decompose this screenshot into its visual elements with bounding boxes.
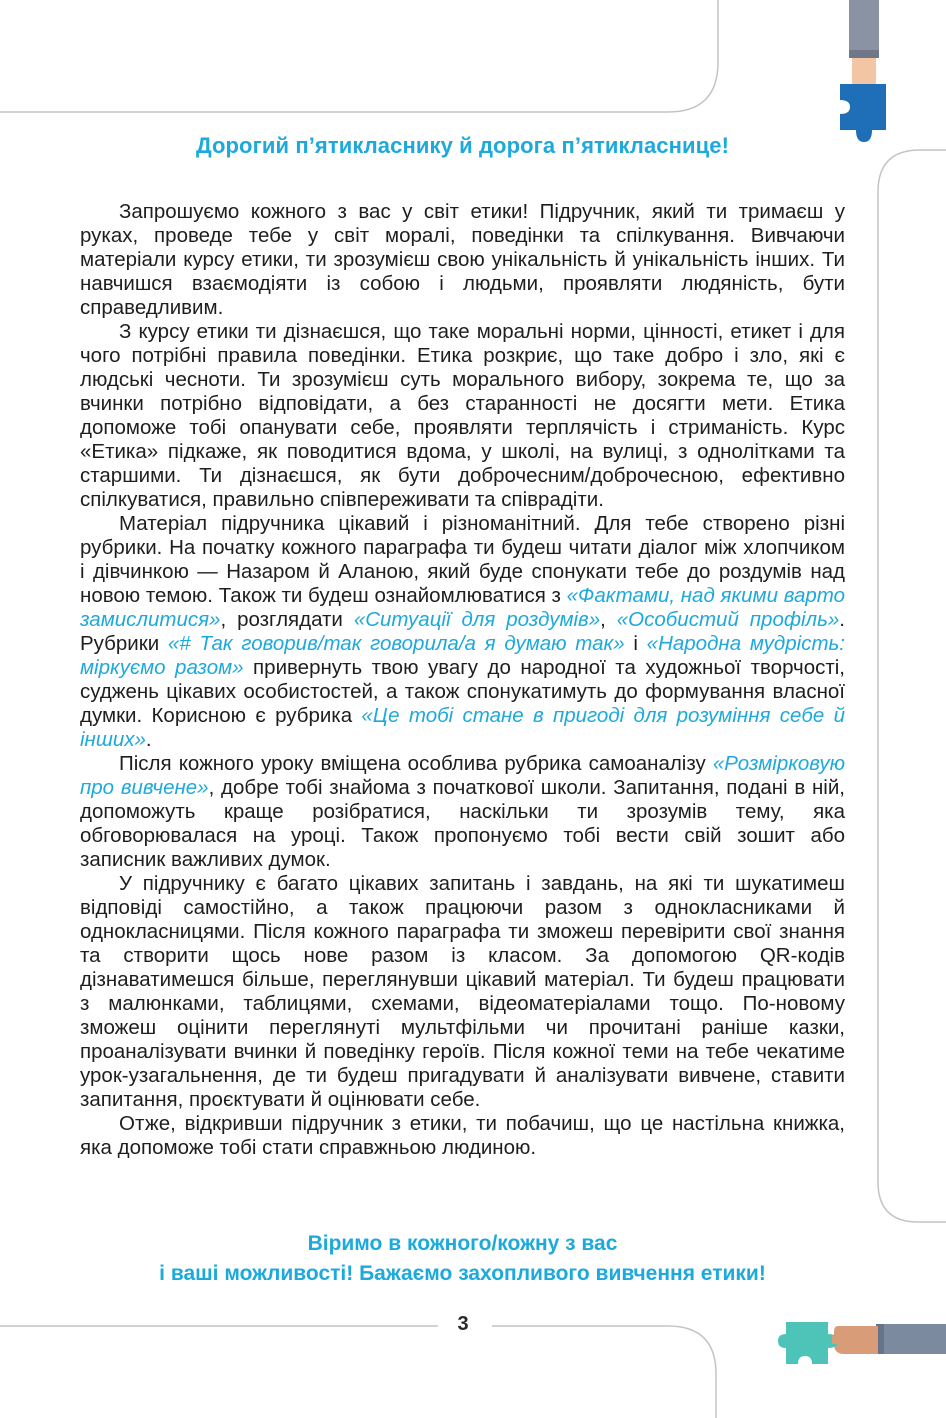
rubric-name: «# Так говорив/так говорила/а я думаю так» <box>167 632 625 655</box>
paragraph-text: Після кожного уроку вміщена особлива рубрика самоаналізу <box>119 752 713 775</box>
rubric-name: «Розмірковую про вивчене» <box>80 752 845 799</box>
page-number: 3 <box>457 1313 469 1335</box>
paragraph-text: , добре тобі знайома з початкової школи. Запитання, подані в ній, допоможуть краще розібратися, наскільки ти зрозумів тему, яка обговорювалася на уроці. Також пропонуємо тобі вести свій зошит або записник важливих думок. <box>80 776 845 871</box>
rubric-name: «Ситуації для роздумів» <box>353 608 601 631</box>
paragraph-text: У підручнику є багато цікавих запитань і завдань, на які ти шукатимеш відповіді самостійно, а також працюючи разом з однокласниками й однокласницями. Після кожного параграфа ти зможеш перевірити свої знання та створити щось нове разом із класом. За допомогою QR-кодів дізнаватимешся більше, переглянувши цікавий матеріал. Ти будеш працювати з малюнками, таблицями, схемами, відеоматеріалами тощо. По-новому зможеш оцінити переглянуті мультфільми чи прочитані раніше казки, проаналізувати вчинки й поведінку героїв. Після кожної теми на тебе чекатиме урок-узагальнення, де ти будеш пригадувати й аналізувати вивчене, ставити запитання, проєктувати й оцінювати себе. <box>80 872 845 1111</box>
paragraph-text: . <box>145 728 152 751</box>
hand-holding-puzzle-icon <box>776 1312 946 1372</box>
body-paragraph <box>80 872 845 1112</box>
body-paragraph <box>80 320 845 512</box>
body-paragraph <box>80 752 845 872</box>
rubric-name: «Фактами, над якими варто замислитися» <box>80 584 845 631</box>
page-heading: Дорогий п’ятикласнику й дорога п’ятикласнице! <box>195 133 730 158</box>
intro-text <box>80 200 845 1160</box>
closing-line-1: Віримо в кожного/кожну з вас <box>307 1232 618 1255</box>
hand-holding-puzzle-icon <box>836 0 892 150</box>
closing-message <box>80 1229 845 1289</box>
rubric-name: «Особистий профіль» <box>616 608 840 631</box>
rubric-name: «Це тобі стане в пригоді для розуміння себе й інших» <box>80 704 845 751</box>
paragraph-text: Матеріал підручника цікавий і різноманітний. Для тебе створено різні рубрики. На початку кожного параграфа ти будеш читати діалог між хлопчиком і дівчинкою — Назаром й Аланою, який буде спонукати тебе до роздумів над новою темою. Також ти будеш ознайомлюватися з <box>80 512 845 607</box>
paragraph-text: З курсу етики ти дізнаєшся, що таке моральні норми, цінності, етикет і для чого потрібні правила поведінки. Етика розкриє, що таке добро і зло, які є людські чесноти. Ти зрозумієш суть морального вибору, зокрема те, що за вчинки потрібно відповідати, а без старанності не досягти мети. Етика допоможе тобі опанувати себе, проявляти терплячість і стриманість. Курс «Етика» підкаже, як поводитися вдома, у школі, на вулиці, з однолітками та старшими. Ти дізнаєшся, як бути доброчесним/доброчесною, ефективно спілкуватися, правильно співпереживати та співрадіти. <box>80 320 845 511</box>
body-paragraph <box>80 512 845 752</box>
rubric-name: «Народна мудрість: міркуємо разом» <box>80 632 845 679</box>
paragraph-text: привернуть твою увагу до народної та художньої творчості, суджень цікавих особистостей, а також спонукатимуть до формування власної думки. Корисною є рубрика <box>80 656 845 727</box>
body-paragraph <box>80 200 845 320</box>
closing-line-2: і ваші можливості! Бажаємо захопливого вивчення етики! <box>159 1262 766 1285</box>
paragraph-text: , розглядати <box>220 608 354 631</box>
paragraph-text: і <box>624 632 647 655</box>
body-paragraph <box>80 1112 845 1160</box>
paragraph-text: . Рубрики <box>80 608 845 655</box>
paragraph-text: , <box>600 608 617 631</box>
paragraph-text: Запрошуємо кожного з вас у світ етики! Підручник, який ти тримаєш у руках, проведе тебе у світ моралі, поведінки та спілкування. Вивчаючи матеріали курсу етики, ти зрозумієш свою унікальність й унікальність інших. Ти навчишся взаємодіяти із собою і людьми, проявляти людяність, бути справедливим. <box>80 200 845 319</box>
paragraph-text: Отже, відкривши підручник з етики, ти побачиш, що це настільна книжка, яка допоможе тобі стати справжньою людиною. <box>80 1112 845 1159</box>
